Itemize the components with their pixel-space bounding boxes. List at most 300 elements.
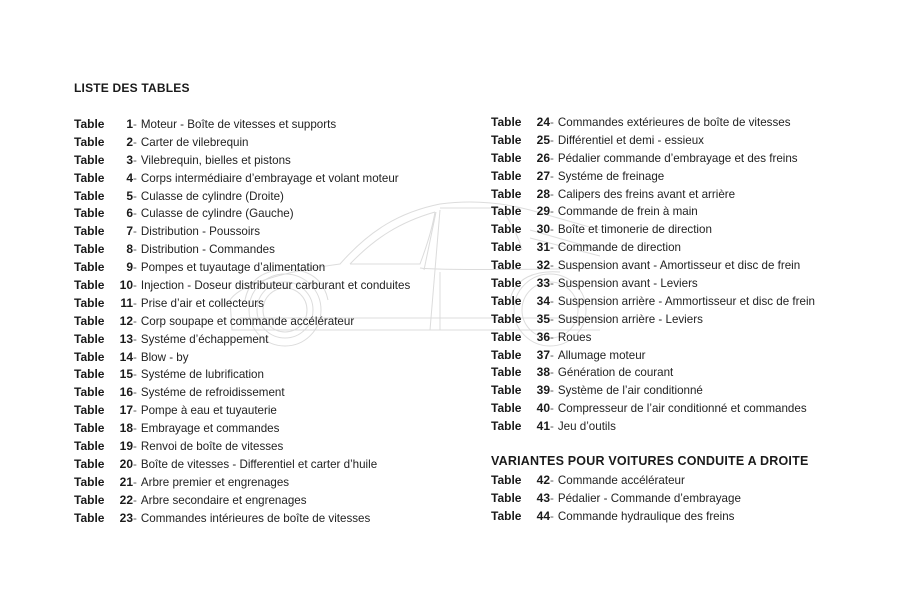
- table-word: Table: [74, 295, 105, 310]
- table-word: Table: [74, 117, 105, 131]
- table-number: 44: [536, 508, 550, 523]
- table-number: 34: [536, 293, 550, 308]
- table-number: 37: [536, 347, 550, 362]
- separator: -: [133, 314, 137, 328]
- table-list-item: [491, 186, 815, 204]
- table-word: Table: [491, 508, 522, 523]
- table-word: Table: [74, 474, 105, 489]
- table-description-text: Culasse de cylindre (Droite): [140, 189, 284, 203]
- table-description-text: Commandes extérieures de boîte de vitesses: [557, 116, 791, 129]
- table-word: Table: [74, 260, 105, 275]
- table-list-item: [74, 331, 410, 349]
- table-label: [491, 400, 550, 418]
- table-label: [491, 186, 550, 204]
- table-list-item: [74, 313, 410, 331]
- table-description-text: Compresseur de l’air conditionné et commandes: [557, 402, 807, 416]
- table-list-item: [74, 349, 410, 367]
- separator: -: [550, 133, 554, 147]
- separator: -: [133, 511, 137, 525]
- table-list-item: [74, 402, 410, 420]
- table-number: 26: [536, 150, 550, 165]
- separator: -: [133, 457, 137, 471]
- table-description-text: Génération de courant: [557, 366, 674, 380]
- table-label: [491, 418, 550, 436]
- table-description-text: Pompes et tuyautage d’alimentation: [140, 261, 326, 275]
- table-description-text: Systéme d’échappement: [140, 332, 269, 346]
- table-list-item: [491, 239, 815, 257]
- table-label: [491, 114, 550, 132]
- table-description-text: Jeu d’outils: [557, 420, 616, 434]
- table-number: 19: [119, 439, 133, 454]
- table-word: Table: [74, 456, 105, 471]
- table-list-item: [491, 508, 741, 526]
- separator: -: [133, 422, 137, 436]
- table-number: 17: [119, 403, 133, 418]
- table-description-text: Système de l’air conditionné: [557, 384, 703, 398]
- table-list-item: [74, 277, 410, 295]
- separator: -: [133, 207, 137, 221]
- table-list-item: [74, 295, 410, 313]
- table-number: 27: [536, 168, 550, 183]
- table-label: [491, 221, 550, 239]
- separator: -: [133, 404, 137, 418]
- separator: -: [133, 243, 137, 257]
- table-number: 31: [536, 240, 550, 255]
- table-word: Table: [491, 401, 522, 416]
- table-number: 5: [126, 188, 133, 203]
- separator: -: [550, 384, 554, 398]
- table-description-text: Distribution - Commandes: [140, 243, 275, 257]
- table-word: Table: [491, 222, 522, 237]
- separator: -: [133, 332, 137, 346]
- table-description: [550, 400, 807, 418]
- table-list-item: [491, 364, 815, 382]
- table-label: [491, 329, 550, 347]
- table-list-item: [491, 418, 815, 436]
- separator: -: [550, 402, 554, 416]
- table-list-item: [74, 116, 410, 134]
- table-description-text: Systéme de refroidissement: [140, 386, 285, 400]
- separator: -: [133, 296, 137, 310]
- table-word: Table: [74, 206, 105, 221]
- table-label: [74, 241, 133, 259]
- table-label: [74, 438, 133, 456]
- table-label: [491, 364, 550, 382]
- table-description-text: Commande de frein à main: [557, 205, 698, 219]
- table-description: [550, 418, 616, 436]
- table-word: Table: [491, 311, 522, 326]
- table-number: 1: [126, 117, 133, 131]
- table-label: [74, 420, 133, 438]
- table-word: Table: [74, 242, 105, 257]
- separator: -: [133, 279, 137, 293]
- table-label: [74, 366, 133, 384]
- table-word: Table: [491, 383, 522, 398]
- table-number: 42: [536, 473, 550, 487]
- table-label: [491, 168, 550, 186]
- separator: -: [133, 225, 137, 239]
- table-word: Table: [74, 188, 105, 203]
- table-number: 10: [119, 278, 133, 293]
- table-word: Table: [491, 258, 522, 273]
- table-label: [74, 152, 133, 170]
- table-label: [491, 203, 550, 221]
- table-label: [491, 275, 550, 293]
- table-description: [550, 311, 703, 329]
- separator: -: [133, 118, 137, 131]
- table-description: [133, 384, 285, 402]
- table-label: [491, 347, 550, 365]
- table-description-text: Suspension avant - Leviers: [557, 277, 698, 291]
- table-list-item: [491, 132, 815, 150]
- table-list-item: [491, 400, 815, 418]
- table-word: Table: [74, 421, 105, 436]
- table-label: [74, 170, 133, 188]
- table-description-text: Systéme de freinage: [557, 169, 665, 183]
- table-description-text: Distribution - Poussoirs: [140, 225, 261, 239]
- separator: -: [133, 189, 137, 203]
- table-description: [133, 313, 354, 331]
- table-list-item: [491, 168, 815, 186]
- separator: -: [133, 135, 137, 149]
- table-word: Table: [491, 204, 522, 219]
- table-label: [491, 257, 550, 275]
- table-word: Table: [74, 331, 105, 346]
- table-label: [74, 402, 133, 420]
- table-list-item: [74, 223, 410, 241]
- table-description: [133, 492, 307, 510]
- separator: -: [550, 277, 554, 291]
- table-label: [491, 150, 550, 168]
- table-description-text: Systéme de lubrification: [140, 368, 264, 382]
- table-word: Table: [491, 473, 522, 487]
- table-number: 6: [126, 206, 133, 221]
- table-list-item: [74, 438, 410, 456]
- table-description: [133, 241, 275, 259]
- separator: -: [550, 169, 554, 183]
- table-description-text: Commandes intérieures de boîte de vitesses: [140, 511, 371, 525]
- table-description: [550, 114, 791, 132]
- table-description-text: Embrayage et commandes: [140, 422, 280, 436]
- table-description: [133, 402, 277, 420]
- table-list-item: [74, 170, 410, 188]
- table-description-text: Blow - by: [140, 350, 189, 364]
- table-label: [74, 331, 133, 349]
- table-number: 32: [536, 258, 550, 273]
- separator: -: [133, 475, 137, 489]
- table-list-item: [491, 293, 815, 311]
- table-word: Table: [74, 349, 105, 364]
- table-word: Table: [74, 134, 105, 149]
- table-number: 9: [126, 260, 133, 275]
- table-number: 21: [119, 474, 133, 489]
- table-description-text: Arbre secondaire et engrenages: [140, 493, 307, 507]
- table-description: [133, 134, 249, 152]
- separator: -: [550, 151, 554, 165]
- table-label: [491, 472, 550, 490]
- table-description-text: Pédalier - Commande d’embrayage: [557, 491, 741, 505]
- table-word: Table: [74, 403, 105, 418]
- table-word: Table: [74, 385, 105, 400]
- table-label: [74, 313, 133, 331]
- table-label: [491, 132, 550, 150]
- table-word: Table: [74, 152, 105, 167]
- table-description: [550, 186, 735, 204]
- table-list-item: [74, 205, 410, 223]
- table-list-item: [491, 329, 815, 347]
- table-number: 33: [536, 276, 550, 291]
- table-number: 11: [120, 295, 133, 310]
- separator: -: [550, 330, 554, 344]
- table-word: Table: [74, 170, 105, 185]
- page-title: LISTE DES TABLES: [74, 81, 190, 95]
- table-description-text: Corps intermédiaire d’embrayage et volant moteur: [140, 171, 399, 185]
- table-word: Table: [491, 132, 522, 147]
- table-word: Table: [491, 419, 522, 434]
- table-number: 12: [119, 313, 133, 328]
- table-number: 8: [126, 242, 133, 257]
- table-description-text: Suspension arrière - Ammortisseur et disc de frein: [557, 294, 815, 308]
- table-word: Table: [491, 240, 522, 255]
- table-description-text: Différentiel et demi - essieux: [557, 133, 704, 147]
- table-description-text: Pompe à eau et tuyauterie: [140, 404, 277, 418]
- table-number: 4: [126, 170, 133, 185]
- separator: -: [550, 420, 554, 434]
- table-word: Table: [74, 278, 105, 293]
- table-list-left: [74, 116, 410, 527]
- separator: -: [550, 509, 554, 523]
- table-description-text: Roues: [557, 330, 592, 344]
- table-word: Table: [491, 186, 522, 201]
- separator: -: [550, 491, 554, 505]
- separator: -: [550, 259, 554, 273]
- separator: -: [133, 350, 137, 364]
- table-list-item: [491, 382, 815, 400]
- table-label: [491, 508, 550, 526]
- table-description: [550, 239, 681, 257]
- table-list-item: [74, 188, 410, 206]
- table-number: 29: [536, 204, 550, 219]
- table-description: [550, 132, 704, 150]
- table-number: 23: [119, 510, 133, 525]
- separator: -: [550, 116, 554, 129]
- table-number: 3: [126, 152, 133, 167]
- table-list-item: [74, 474, 410, 492]
- table-description: [133, 223, 260, 241]
- table-description-text: Allumage moteur: [557, 348, 646, 362]
- table-number: 18: [119, 421, 133, 436]
- table-list-item: [491, 275, 815, 293]
- table-description-text: Suspension avant - Amortisseur et disc de frein: [557, 259, 801, 273]
- table-label: [74, 492, 133, 510]
- table-label: [491, 311, 550, 329]
- table-description: [133, 331, 268, 349]
- table-description-text: Pédalier commande d’embrayage et des freins: [557, 151, 798, 165]
- table-description-text: Boîte de vitesses - Differentiel et carter d’huile: [140, 457, 378, 471]
- table-label: [74, 295, 133, 313]
- table-word: Table: [491, 490, 522, 505]
- separator: -: [550, 312, 554, 326]
- table-description-text: Moteur - Boîte de vitesses et supports: [140, 118, 337, 131]
- table-number: 39: [536, 383, 550, 398]
- table-description-text: Commande hydraulique des freins: [557, 509, 735, 523]
- table-word: Table: [74, 439, 105, 454]
- table-label: [74, 116, 133, 134]
- table-list-item: [491, 203, 815, 221]
- table-list-item: [491, 221, 815, 239]
- table-description: [133, 152, 291, 170]
- table-word: Table: [491, 276, 522, 291]
- table-word: Table: [491, 365, 522, 380]
- table-word: Table: [491, 150, 522, 165]
- table-list-item: [491, 114, 815, 132]
- table-description: [133, 205, 294, 223]
- separator: -: [133, 386, 137, 400]
- table-number: 2: [126, 134, 133, 149]
- table-label: [74, 474, 133, 492]
- table-description-text: Culasse de cylindre (Gauche): [140, 207, 294, 221]
- table-label: [491, 293, 550, 311]
- table-label: [74, 223, 133, 241]
- table-description: [550, 293, 815, 311]
- table-description-text: Carter de vilebrequin: [140, 135, 249, 149]
- table-list-item: [491, 311, 815, 329]
- table-number: 40: [536, 401, 550, 416]
- table-label: [74, 349, 133, 367]
- table-description: [133, 438, 283, 456]
- table-number: 22: [119, 492, 133, 507]
- table-list-item: [74, 420, 410, 438]
- table-list-item: [491, 150, 815, 168]
- separator: -: [550, 366, 554, 380]
- table-description: [550, 508, 734, 526]
- separator: -: [550, 294, 554, 308]
- separator: -: [550, 474, 554, 487]
- table-list-item: [74, 134, 410, 152]
- separator: -: [133, 153, 137, 167]
- table-label: [74, 259, 133, 277]
- table-word: Table: [74, 492, 105, 507]
- separator: -: [550, 205, 554, 219]
- table-word: Table: [491, 293, 522, 308]
- table-list-item: [74, 456, 410, 474]
- table-list-item: [74, 492, 410, 510]
- table-number: 20: [119, 456, 133, 471]
- table-list-item: [74, 152, 410, 170]
- table-label: [74, 384, 133, 402]
- table-list-item: [74, 259, 410, 277]
- separator: -: [550, 348, 554, 362]
- table-description: [550, 347, 646, 365]
- separator: -: [550, 223, 554, 237]
- table-description-text: Injection - Doseur distributeur carburant et conduites: [140, 279, 411, 293]
- table-list-item: [491, 347, 815, 365]
- separator: -: [133, 440, 137, 454]
- table-description: [133, 420, 279, 438]
- table-list-right: [491, 114, 815, 436]
- table-number: 43: [536, 490, 550, 505]
- table-description-text: Calipers des freins avant et arrière: [557, 187, 736, 201]
- table-word: Table: [74, 224, 105, 239]
- table-description: [550, 257, 800, 275]
- table-description-text: Corp soupape et commande accélérateur: [140, 314, 355, 328]
- table-number: 35: [536, 311, 550, 326]
- table-list-item: [491, 490, 741, 508]
- table-word: Table: [491, 329, 522, 344]
- table-word: Table: [491, 347, 522, 362]
- table-list-item: [74, 510, 410, 528]
- table-description-text: Vilebrequin, bielles et pistons: [140, 153, 291, 167]
- table-description: [550, 275, 698, 293]
- table-description: [133, 259, 325, 277]
- table-word: Table: [74, 313, 105, 328]
- table-description: [550, 490, 741, 508]
- table-description-text: Commande accélérateur: [557, 474, 685, 487]
- separator: -: [550, 241, 554, 255]
- table-description-text: Boîte et timonerie de direction: [557, 223, 712, 237]
- table-word: Table: [74, 510, 105, 525]
- table-description: [133, 474, 289, 492]
- variants-heading: VARIANTES POUR VOITURES CONDUITE A DROITE: [491, 454, 809, 468]
- table-label: [74, 456, 133, 474]
- table-description: [550, 150, 798, 168]
- table-label: [74, 188, 133, 206]
- table-description: [550, 203, 698, 221]
- table-number: 24: [536, 115, 550, 129]
- table-list-item: [74, 384, 410, 402]
- table-word: Table: [491, 115, 522, 129]
- table-number: 16: [119, 385, 133, 400]
- table-description: [550, 364, 673, 382]
- table-description: [133, 277, 410, 295]
- table-description-text: Commande de direction: [557, 241, 681, 255]
- table-label: [74, 134, 133, 152]
- table-description: [133, 170, 399, 188]
- table-number: 15: [119, 367, 133, 382]
- table-description-text: Suspension arrière - Leviers: [557, 312, 703, 326]
- table-label: [74, 510, 133, 528]
- table-description: [133, 456, 377, 474]
- table-number: 38: [536, 365, 550, 380]
- table-description-text: Prise d’air et collecteurs: [140, 296, 264, 310]
- table-number: 36: [536, 329, 550, 344]
- table-label: [74, 205, 133, 223]
- table-description: [550, 382, 703, 400]
- table-number: 13: [119, 331, 133, 346]
- table-list-item: [74, 366, 410, 384]
- table-list-item: [491, 472, 741, 490]
- separator: -: [133, 493, 137, 507]
- table-description: [550, 168, 664, 186]
- separator: -: [550, 187, 554, 201]
- table-description: [550, 329, 591, 347]
- table-word: Table: [491, 168, 522, 183]
- table-number: 30: [536, 222, 550, 237]
- table-number: 25: [536, 132, 550, 147]
- table-description: [133, 510, 370, 528]
- table-description: [133, 366, 264, 384]
- table-number: 14: [119, 349, 133, 364]
- table-number: 41: [536, 419, 550, 434]
- table-list-variants: [491, 472, 741, 526]
- table-list-item: [74, 241, 410, 259]
- table-label: [491, 382, 550, 400]
- table-description: [133, 116, 336, 134]
- table-description: [550, 472, 685, 490]
- table-description: [133, 295, 264, 313]
- table-number: 7: [126, 224, 133, 239]
- table-word: Table: [74, 367, 105, 382]
